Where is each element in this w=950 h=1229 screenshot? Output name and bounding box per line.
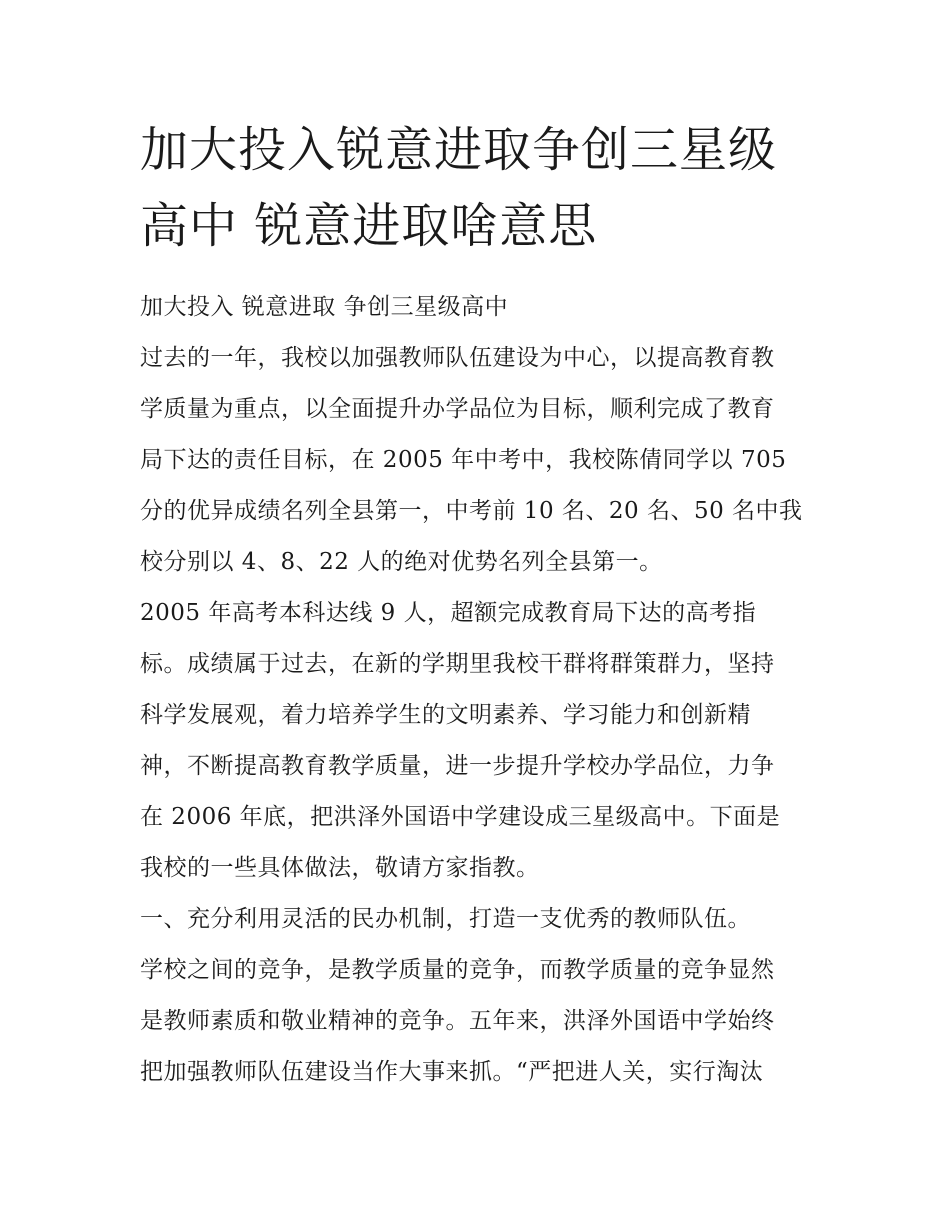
text-line: 我校的一些具体做法，敬请方家指教。	[140, 855, 540, 881]
text-line: 加大投入 锐意进取 争创三星级高中	[140, 294, 509, 320]
text-line: 2005 年高考本科达线 9 人，超额完成教育局下达的高考指	[140, 600, 757, 626]
subtitle	[140, 282, 820, 333]
title-line: 加大投入锐意进取争创三星级	[140, 122, 778, 178]
text-line: 标。成绩属于过去，在新的学期里我校干群将群策群力，坚持	[140, 651, 775, 677]
text-line: 局下达的责任目标，在 2005 年中考中，我校陈倩同学以 705	[140, 447, 787, 473]
paragraph-2	[140, 588, 820, 894]
text-line: 过去的一年，我校以加强教师队伍建设为中心，以提高教育教	[140, 345, 775, 371]
text-line: 学校之间的竞争，是教学质量的竞争，而教学质量的竞争显然	[140, 957, 775, 983]
text-line: 把加强教师队伍建设当作大事来抓。“严把进人关，实行淘汰	[140, 1059, 764, 1085]
document-body	[140, 282, 820, 1098]
text-line: 学质量为重点，以全面提升办学品位为目标，顺利完成了教育	[140, 396, 775, 422]
paragraph-1	[140, 333, 820, 588]
text-line: 在 2006 年底，把洪泽外国语中学建设成三星级高中。下面是	[140, 804, 781, 830]
text-line: 科学发展观，着力培养学生的文明素养、学习能力和创新精	[140, 702, 751, 728]
text-line: 神，不断提高教育教学质量，进一步提升学校办学品位，力争	[140, 753, 775, 779]
text-line: 一、充分利用灵活的民办机制，打造一支优秀的教师队伍。	[140, 906, 751, 932]
title-line: 高中 锐意进取啥意思	[140, 198, 598, 254]
section-heading	[140, 894, 820, 945]
text-line: 校分别以 4、8、22 人的绝对优势名列全县第一。	[140, 549, 663, 575]
text-line: 是教师素质和敬业精神的竞争。五年来，洪泽外国语中学始终	[140, 1008, 775, 1034]
document-title	[140, 112, 820, 264]
text-line: 分的优异成绩名列全县第一，中考前 10 名、20 名、50 名中我	[140, 498, 803, 524]
paragraph-3	[140, 945, 820, 1098]
